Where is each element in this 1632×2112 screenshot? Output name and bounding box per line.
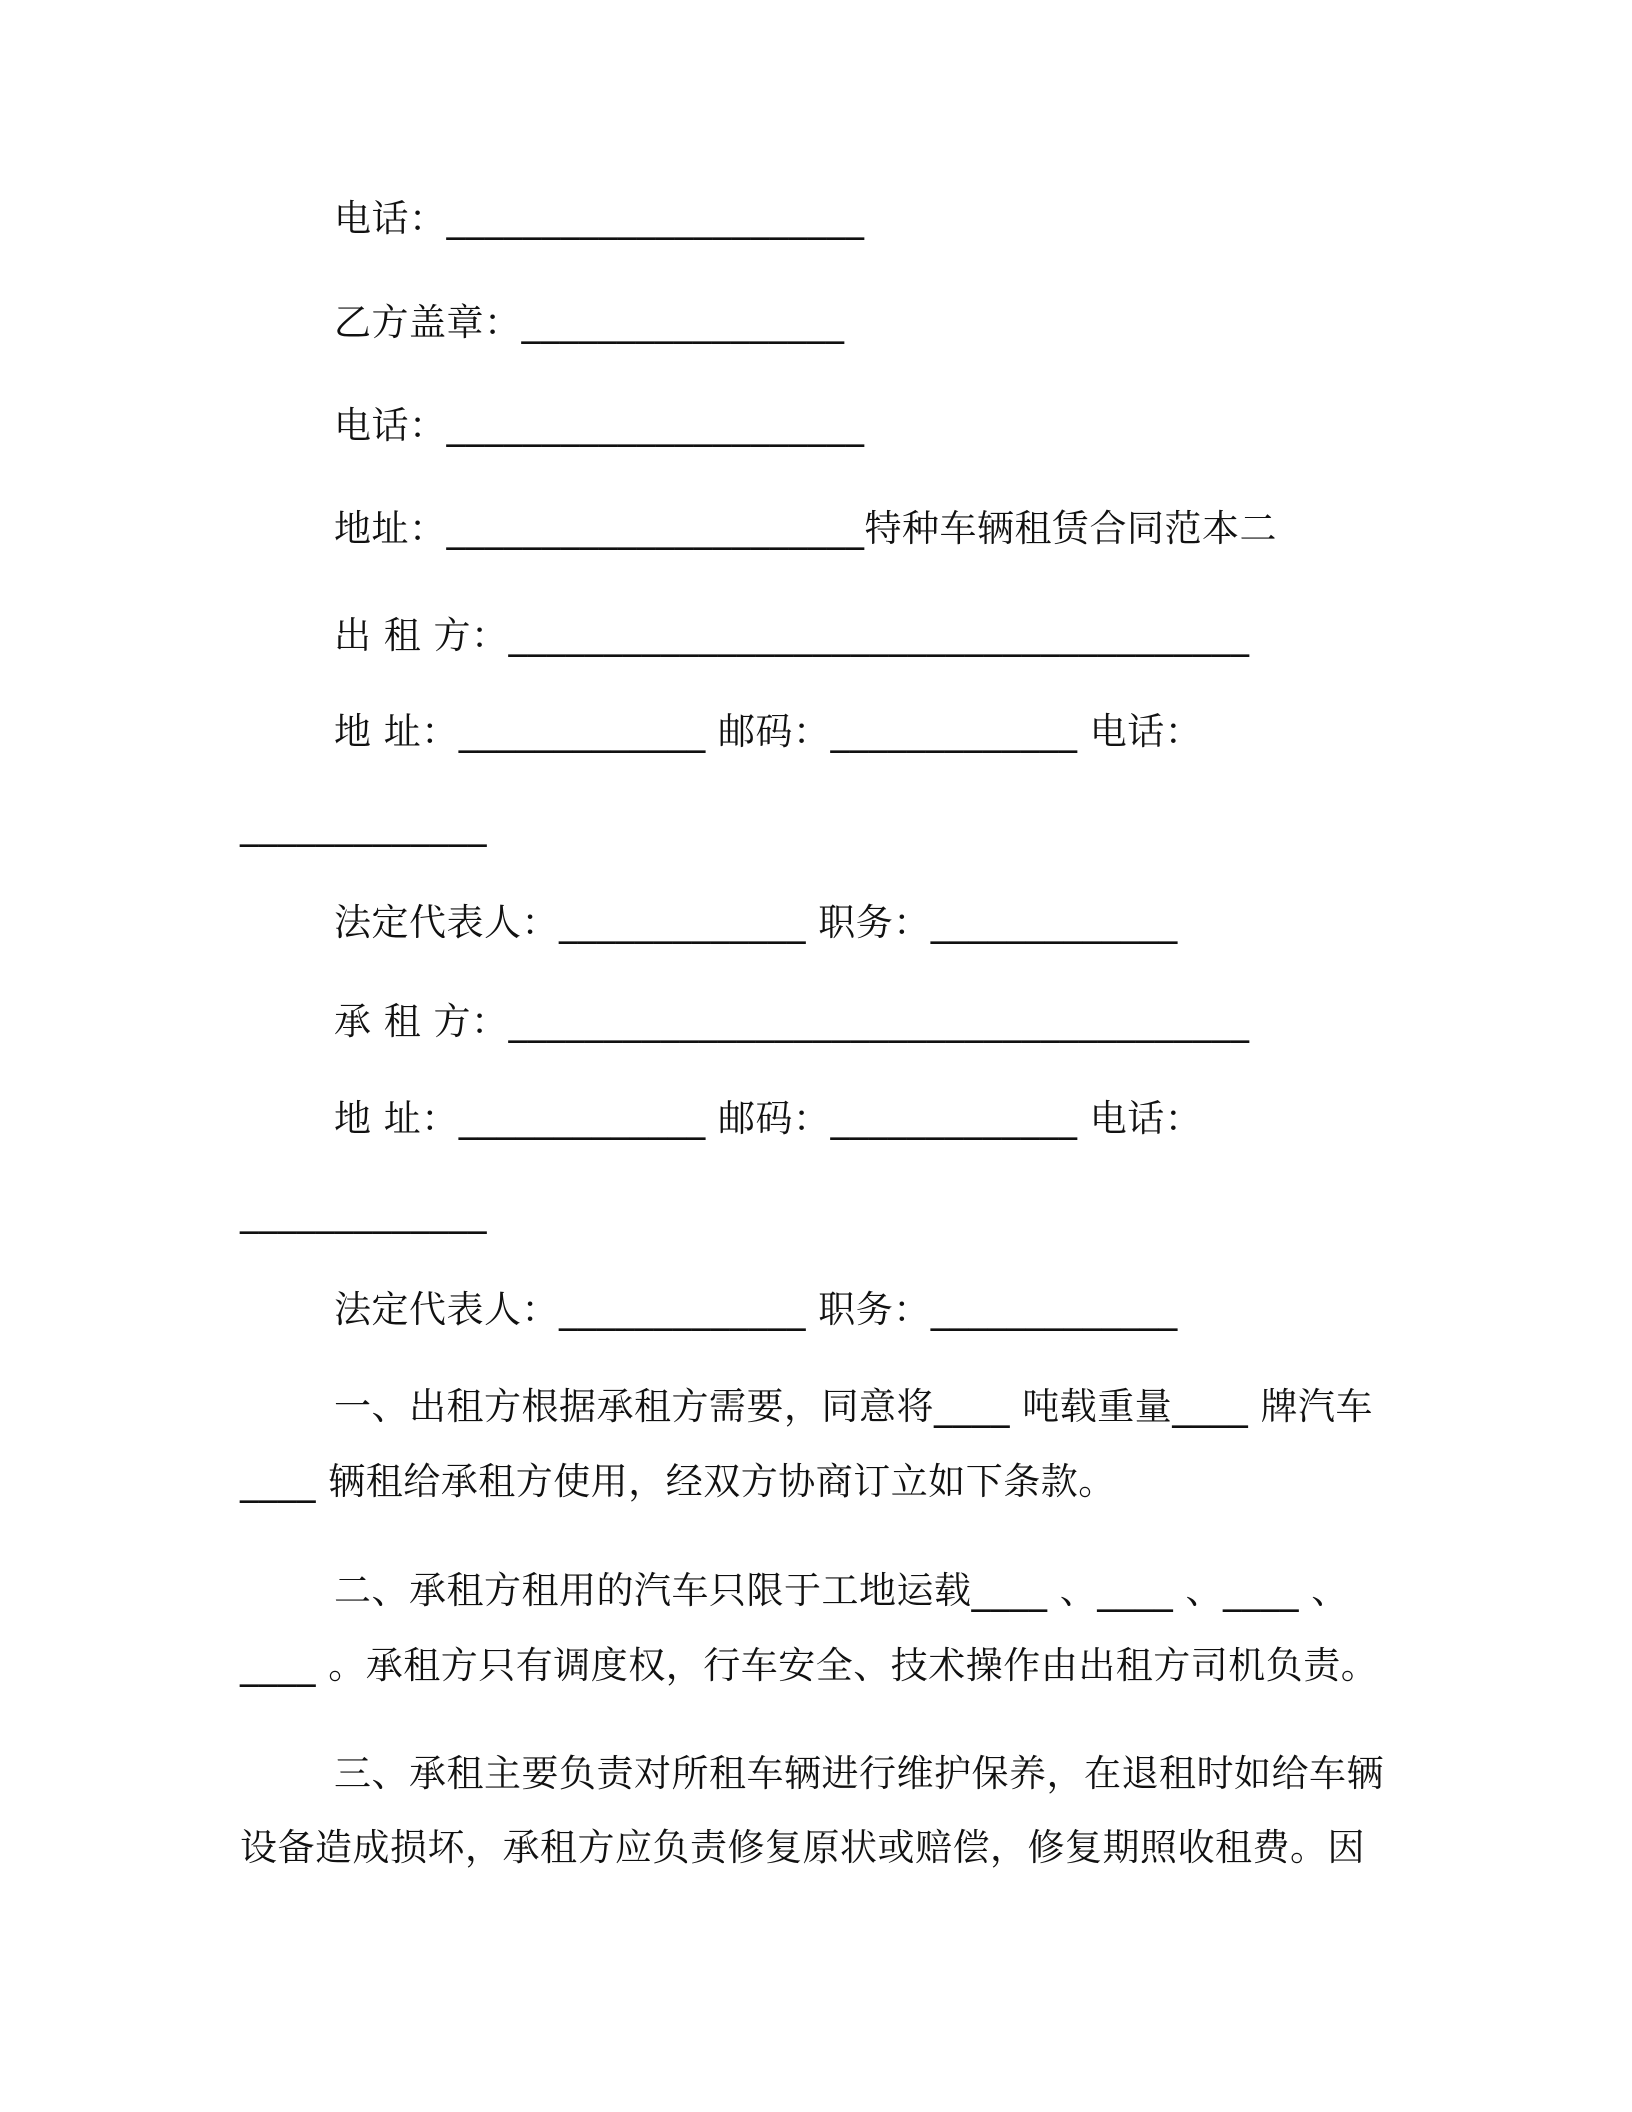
text-line: 三、承租主要负责对所租车辆进行维护保养，在退租时如给车辆 (334, 1752, 1384, 1795)
text-line: _____________ (240, 1191, 487, 1234)
text-line: 承 租 方：_______________________________________ (334, 1000, 1250, 1043)
text-line: 设备造成损坏，承租方应负责修复原状或赔偿，修复期照收租费。因 (240, 1826, 1365, 1869)
text-line: 二、承租方租用的汽车只限于工地运载____ 、____ 、____ 、 (334, 1569, 1349, 1612)
text-line: 一、出租方根据承租方需要，同意将____ 吨载重量____ 牌汽车 (334, 1385, 1374, 1428)
text-line: 电话：______________________ (334, 404, 865, 447)
text-line: 电话：______________________ (334, 197, 865, 240)
text-line: _____________ (240, 804, 487, 847)
text-line: 地 址：_____________ 邮码：_____________ 电话： (334, 710, 1203, 753)
text-line: 乙方盖章：_________________ (334, 301, 845, 344)
text-line: 法定代表人：_____________ 职务：_____________ (334, 901, 1178, 944)
text-line: 地 址：_____________ 邮码：_____________ 电话： (334, 1097, 1203, 1140)
text-line: ____ 辆租给承租方使用，经双方协商订立如下条款。 (240, 1460, 1116, 1503)
text-line: ____ 。承租方只有调度权，行车安全、技术操作由出租方司机负责。 (240, 1644, 1379, 1687)
text-line: 地址：______________________特种车辆租赁合同范本二 (334, 507, 1277, 550)
text-line: 法定代表人：_____________ 职务：_____________ (334, 1288, 1178, 1331)
text-line: 出 租 方：_______________________________________ (334, 614, 1250, 657)
